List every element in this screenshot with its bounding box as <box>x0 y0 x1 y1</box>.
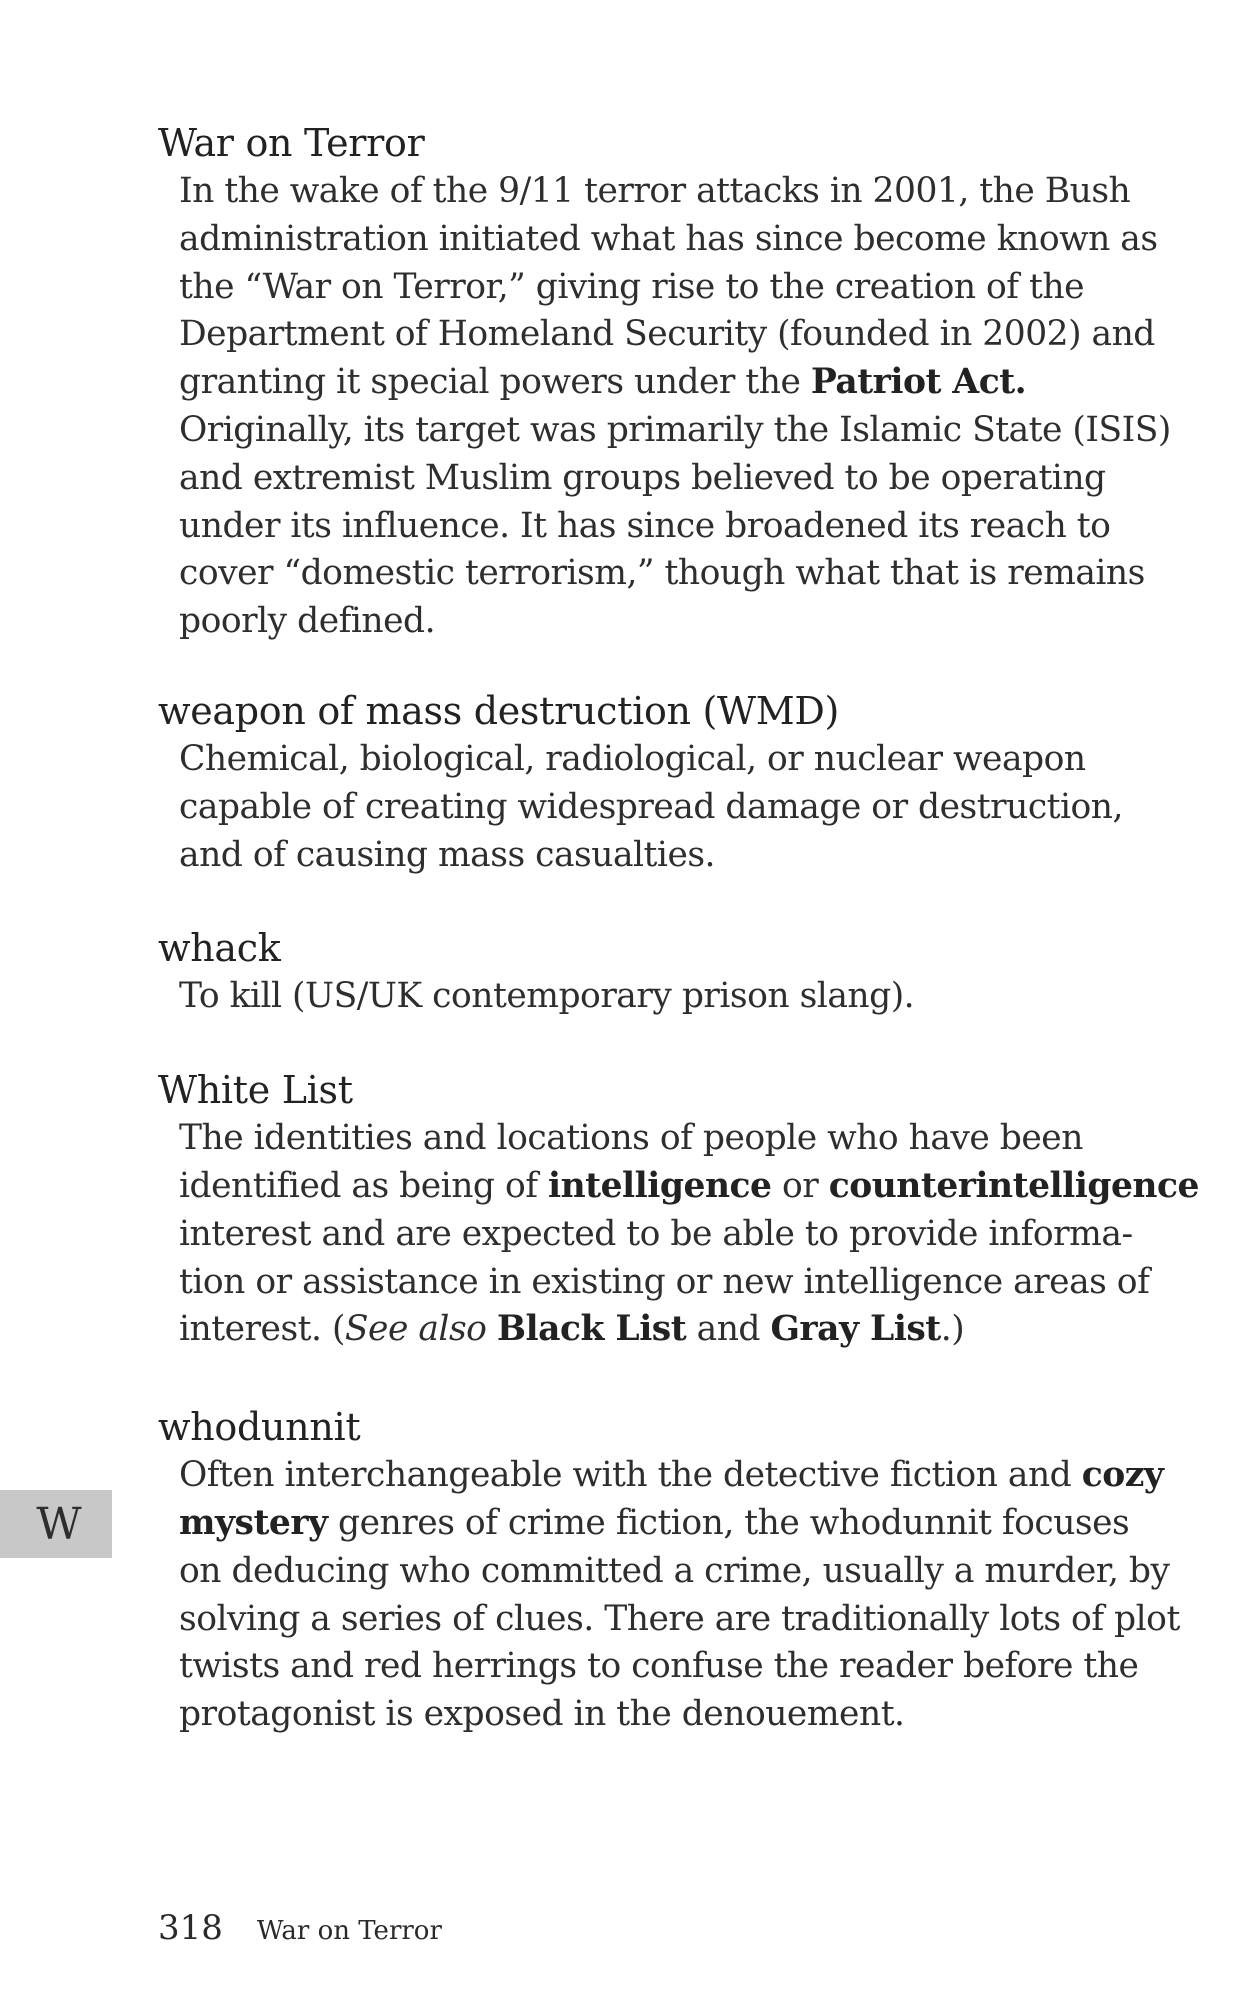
page-footer <box>158 1908 442 1952</box>
section-thumb-tab <box>0 1490 112 1558</box>
entry-term: whodunnit <box>158 1405 361 1450</box>
definition-line: The identities and locations of people who have been <box>179 1118 1083 1159</box>
cross-reference-gray-list: Gray List <box>770 1309 941 1350</box>
entry-definition <box>179 1115 1199 1354</box>
entry-definition <box>179 1452 1180 1739</box>
entry-definition <box>179 973 1118 1021</box>
cross-reference-counterintelligence: counterintelligence <box>828 1165 1199 1206</box>
see-also-label: See also <box>344 1309 487 1350</box>
definition-line: administration initiated what has since become known as <box>179 218 1158 259</box>
definition-line: Often interchangeable with the detective fiction and cozy <box>179 1455 1164 1496</box>
running-head: War on Terror <box>256 1916 442 1946</box>
cross-reference-cozy-mystery: mystery <box>179 1502 328 1543</box>
entry-term: White List <box>158 1068 353 1113</box>
entry-definition <box>179 736 1123 879</box>
definition-line: identified as being of intelligence or counterintelligence <box>179 1165 1199 1206</box>
glossary-entry-whodunnit <box>158 1402 1180 1739</box>
definition-line: on deducing who committed a crime, usually a murder, by <box>179 1550 1170 1591</box>
definition-line: In the wake of the 9/11 terror attacks in 2001, the Bush <box>179 171 1131 211</box>
definition-line: and of causing mass casualties. <box>179 834 716 875</box>
cross-reference-intelligence: intelligence <box>547 1165 772 1206</box>
glossary-entry-whack <box>158 923 1118 1021</box>
definition-line: the “War on Terror,” giving rise to the creation of the <box>179 266 1085 307</box>
definition-line: twists and red herrings to confuse the reader before the <box>179 1646 1139 1687</box>
cross-reference-cozy-mystery: cozy <box>1081 1455 1164 1496</box>
definition-line: poorly defined. <box>179 601 436 642</box>
glossary-entry-white-list <box>158 1065 1199 1354</box>
section-letter: W <box>36 1498 82 1550</box>
definition-line: capable of creating widespread damage or destruction, <box>179 786 1123 827</box>
definition-line: Chemical, biological, radiological, or nuclear weapon <box>179 738 1086 779</box>
cross-reference-black-list: Black List <box>496 1309 687 1350</box>
glossary-entries <box>158 118 1199 1779</box>
definition-line: mystery genres of crime fiction, the whodunnit focuses <box>179 1502 1130 1543</box>
glossary-entry-war-on-terror <box>158 118 1171 646</box>
glossary-entry-wmd <box>158 686 1123 879</box>
definition-line: Originally, its target was primarily the Islamic State (ISIS) <box>179 409 1171 450</box>
definition-line: and extremist Muslim groups believed to be operating <box>179 457 1106 498</box>
definition-line: To kill (US/UK contemporary prison slang). <box>179 976 915 1017</box>
entry-term: weapon of mass destruction (WMD) <box>158 688 840 733</box>
page-number: 318 <box>158 1908 223 1948</box>
definition-line: tion or assistance in existing or new intelligence areas of <box>179 1261 1150 1302</box>
definition-line: interest and are expected to be able to provide informa- <box>179 1213 1133 1254</box>
entry-definition <box>179 168 1171 646</box>
definition-line: cover “domestic terrorism,” though what that is remains <box>179 553 1145 594</box>
cross-reference-patriot-act: Patriot Act. <box>810 362 1027 403</box>
definition-line: Department of Homeland Security (founded in 2002) and <box>179 314 1155 355</box>
definition-line: interest. (See also Black List and Gray List.) <box>179 1309 965 1350</box>
definition-line: granting it special powers under the Patriot Act. <box>179 362 1027 403</box>
definition-line: solving a series of clues. There are traditionally lots of plot <box>179 1598 1180 1639</box>
definition-line: protagonist is exposed in the denouement. <box>179 1694 905 1735</box>
entry-term: whack <box>158 926 281 971</box>
definition-line: under its influence. It has since broadened its reach to <box>179 505 1111 546</box>
entry-term: War on Terror <box>158 121 425 165</box>
